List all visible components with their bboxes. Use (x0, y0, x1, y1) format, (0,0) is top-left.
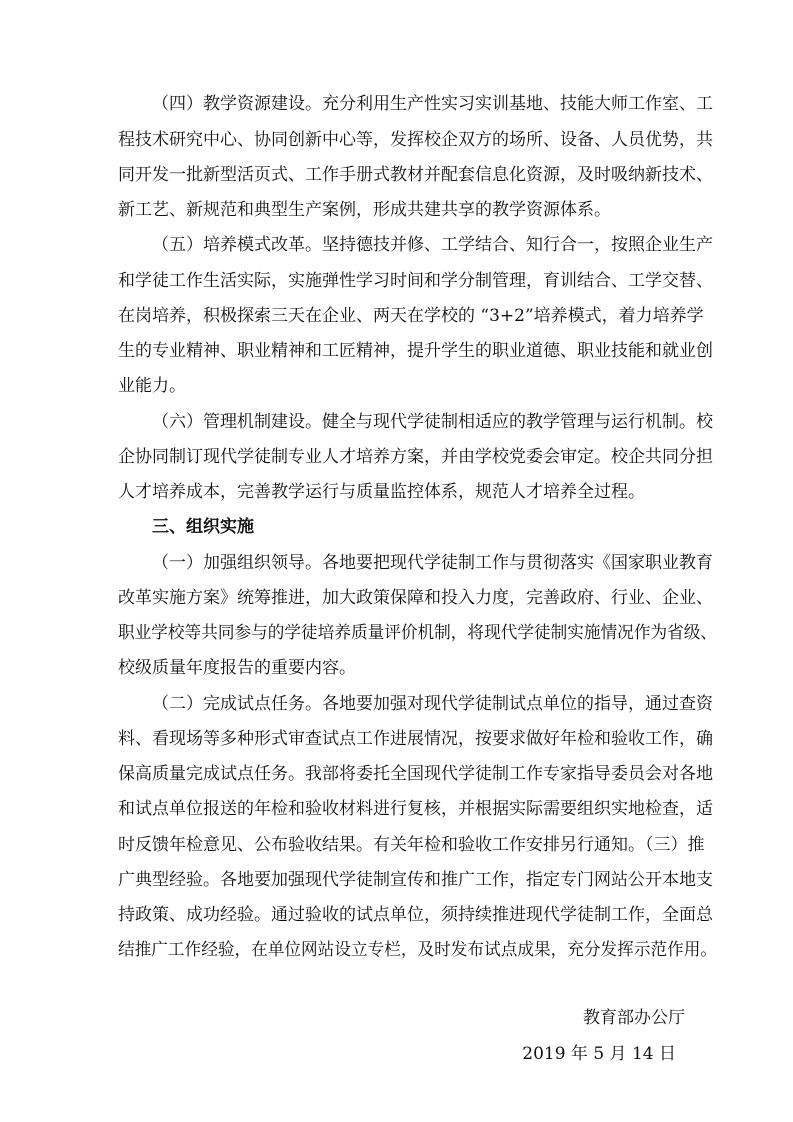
paragraph-line-text: 保高质量完成试点任务。我部将委托全国现代学徒制工作专家指导委员会对各地 (118, 764, 713, 784)
paragraph-line-text: 在岗培养，积极探索三天在企业、两天在学校的 “3+2”培养模式，着力培养学 (118, 306, 704, 326)
paragraph-line-text: （五）培养模式改革。坚持德技并修、工学结合、知行合一，按照企业生产 (152, 235, 713, 255)
paragraph-line (0, 89, 793, 119)
paragraph-line-text: 业能力。 (118, 376, 186, 396)
signature-date (0, 1039, 793, 1069)
paragraph-line (0, 195, 793, 225)
paragraph-line-text: 程技术研究中心、协同创新中心等，发挥校企双方的场所、设备、人员优势，共 (118, 130, 713, 150)
paragraph-line (0, 442, 793, 472)
section-heading (0, 512, 793, 542)
paragraph-line-text: 时反馈年检意见、公布验收结果。有关年检和验收工作安排另行通知。（三）推 (118, 835, 705, 855)
paragraph-line-text: 广典型经验。各地要加强现代学徒制宣传和推广工作，指定专门网站公开本地支 (118, 870, 713, 890)
paragraph-line (0, 935, 793, 965)
paragraph-line (0, 407, 793, 437)
paragraph-line-text: 企协同制订现代学徒制专业人才培养方案，并由学校党委会审定。校企共同分担 (118, 447, 713, 467)
paragraph-line-text: 校级质量年度报告的重要内容。 (118, 658, 356, 678)
paragraph-line-text: 和学徒工作生活实际，实施弹性学习时间和学分制管理，育训结合、工学交替、 (118, 271, 713, 291)
paragraph-line (0, 336, 793, 366)
paragraph-line (0, 618, 793, 648)
paragraph-line-text: 结推广工作经验，在单位网站设立专栏，及时发布试点成果，充分发挥示范作用。 (118, 940, 718, 960)
paragraph-line (0, 477, 793, 507)
paragraph-line-text: （二）完成试点任务。各地要加强对现代学徒制试点单位的指导，通过查资 (152, 694, 713, 714)
paragraph-line-text: 同开发一批新型活页式、工作手册式教材并配套信息化资源，及时吸纳新技术、 (118, 165, 713, 185)
paragraph-line (0, 583, 793, 613)
paragraph-line-text: 生的专业精神、职业精神和工匠精神，提升学生的职业道德、职业技能和就业创 (118, 341, 713, 361)
paragraph-line (0, 759, 793, 789)
paragraph-line-text: 职业学校等共同参与的学徒培养质量评价机制，将现代学徒制实施情况作为省级、 (118, 623, 718, 643)
signature-date-text: 2019 年 5 月 14 日 (522, 1044, 676, 1064)
paragraph-line-text: 新工艺、新规范和典型生产案例，形成共建共享的教学资源体系。 (118, 200, 611, 220)
paragraph-line (0, 548, 793, 578)
paragraph-line (0, 301, 793, 331)
signature-office-text: 教育部办公厅 (583, 1008, 685, 1028)
paragraph-line (0, 900, 793, 930)
paragraph-line-text: （六）管理机制建设。健全与现代学徒制相适应的教学管理与运行机制。校 (152, 412, 713, 432)
paragraph-line (0, 830, 793, 860)
paragraph-line (0, 266, 793, 296)
section-heading-text: 三、组织实施 (152, 517, 254, 537)
paragraph-line (0, 160, 793, 190)
paragraph-line (0, 653, 793, 683)
paragraph-line-text: 持政策、成功经验。通过验收的试点单位，须持续推进现代学徒制工作，全面总 (118, 905, 713, 925)
paragraph-line (0, 724, 793, 754)
signature-office (0, 1003, 793, 1033)
paragraph-line-text: 和试点单位报送的年检和验收材料进行复核，并根据实际需要组织实地检查，适 (118, 799, 713, 819)
paragraph-line-text: 料、看现场等多种形式审查试点工作进展情况，按要求做好年检和验收工作，确 (118, 729, 713, 749)
paragraph-line (0, 865, 793, 895)
paragraph-line (0, 230, 793, 260)
paragraph-line-text: （一）加强组织领导。各地要把现代学徒制工作与贯彻落实《国家职业教育 (152, 553, 713, 573)
paragraph-line-text: （四）教学资源建设。充分利用生产性实习实训基地、技能大师工作室、工 (152, 94, 713, 114)
paragraph-line-text: 改革实施方案》统筹推进，加大政策保障和投入力度，完善政府、行业、企业、 (118, 588, 713, 608)
paragraph-line-text: 人才培养成本，完善教学运行与质量监控体系，规范人才培养全过程。 (118, 482, 645, 502)
paragraph-line (0, 794, 793, 824)
paragraph-line (0, 371, 793, 401)
paragraph-line (0, 125, 793, 155)
paragraph-line (0, 689, 793, 719)
